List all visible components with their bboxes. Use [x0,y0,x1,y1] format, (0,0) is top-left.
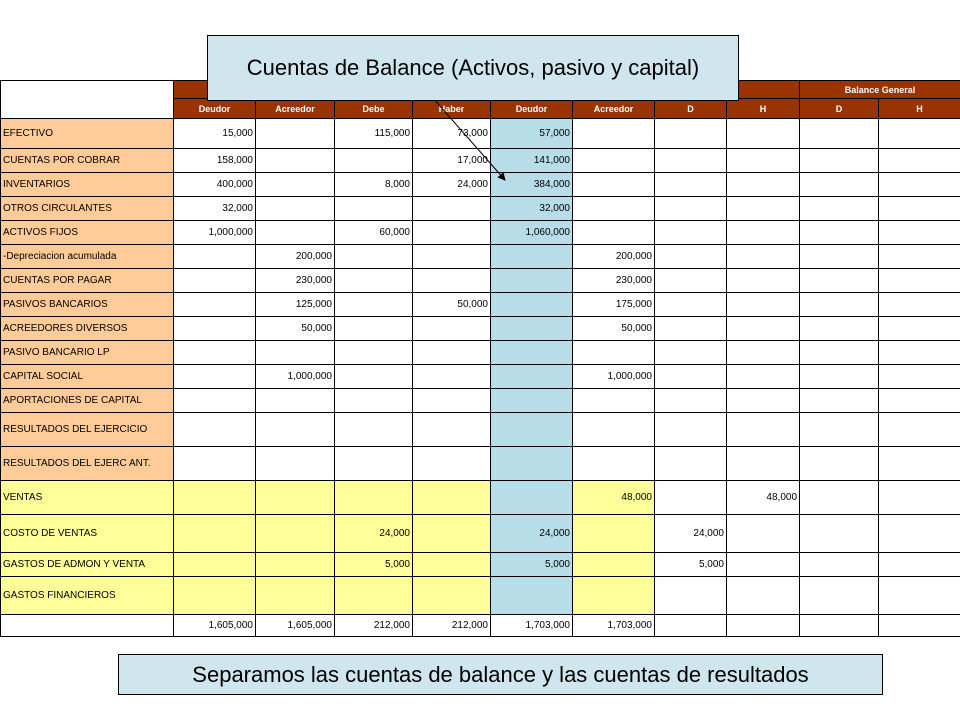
amount-cell: 8,000 [335,173,413,197]
amount-cell: 48,000 [727,481,800,515]
amount-cell: 175,000 [573,293,655,317]
amount-cell: 400,000 [174,173,256,197]
amount-cell: 1,000,000 [573,365,655,389]
amount-cell: 1,000,000 [256,365,335,389]
amount-cell: 24,000 [491,515,573,553]
account-name: INVENTARIOS [1,173,174,197]
amount-cell: 5,000 [655,553,727,577]
column-header: H [879,99,960,119]
total-cell: 1,605,000 [256,615,335,637]
account-name: APORTACIONES DE CAPITAL [1,389,174,413]
amount-cell: 24,000 [655,515,727,553]
total-cell: 212,000 [413,615,491,637]
amount-cell: 15,000 [174,119,256,149]
total-cell: 1,703,000 [573,615,655,637]
amount-cell: 32,000 [174,197,256,221]
account-name: GASTOS FINANCIEROS [1,577,174,615]
amount-cell: 115,000 [335,119,413,149]
amount-cell: 57,000 [491,119,573,149]
amount-cell: 200,000 [573,245,655,269]
account-name: VENTAS [1,481,174,515]
account-name: PASIVO BANCARIO LP [1,341,174,365]
column-header: Acreedor [573,99,655,119]
account-name: -Depreciacion acumulada [1,245,174,269]
account-name: ACTIVOS FIJOS [1,221,174,245]
amount-cell: 141,000 [491,149,573,173]
account-name: RESULTADOS DEL EJERCICIO [1,413,174,447]
account-name: ACREEDORES DIVERSOS [1,317,174,341]
total-cell: 1,605,000 [174,615,256,637]
column-header: Deudor [174,99,256,119]
column-header: Haber [413,99,491,119]
amount-cell: 1,000,000 [174,221,256,245]
amount-cell: 384,000 [491,173,573,197]
amount-cell: 50,000 [256,317,335,341]
column-header: Acreedor [256,99,335,119]
amount-cell: 5,000 [491,553,573,577]
amount-cell: 17,000 [413,149,491,173]
amount-cell: 230,000 [573,269,655,293]
amount-cell: 24,000 [413,173,491,197]
total-cell: 212,000 [335,615,413,637]
arrow-to-accounts [432,97,505,180]
account-name: GASTOS DE ADMON Y VENTA [1,553,174,577]
column-header: D [800,99,879,119]
amount-cell: 24,000 [335,515,413,553]
total-cell: 1,703,000 [491,615,573,637]
account-name: CUENTAS POR COBRAR [1,149,174,173]
account-name: CAPITAL SOCIAL [1,365,174,389]
amount-cell: 158,000 [174,149,256,173]
amount-cell: 73,000 [413,119,491,149]
column-header: D [655,99,727,119]
account-name: CUENTAS POR PAGAR [1,269,174,293]
amount-cell: 200,000 [256,245,335,269]
amount-cell: 50,000 [573,317,655,341]
amount-cell: 50,000 [413,293,491,317]
amount-cell: 1,060,000 [491,221,573,245]
account-name: RESULTADOS DEL EJERC ANT. [1,447,174,481]
account-name: EFECTIVO [1,119,174,149]
account-name: OTROS CIRCULANTES [1,197,174,221]
amount-cell: 125,000 [256,293,335,317]
callout-separation-note: Separamos las cuentas de balance y las cuentas de resultados [118,654,883,695]
column-header: H [727,99,800,119]
amount-cell: 32,000 [491,197,573,221]
column-header: Debe [335,99,413,119]
callout-balance-accounts: Cuentas de Balance (Activos, pasivo y capital) [207,35,739,101]
account-name: COSTO DE VENTAS [1,515,174,553]
amount-cell: 48,000 [573,481,655,515]
amount-cell: 60,000 [335,221,413,245]
column-header: Deudor [491,99,573,119]
account-name: PASIVOS BANCARIOS [1,293,174,317]
amount-cell: 5,000 [335,553,413,577]
amount-cell: 230,000 [256,269,335,293]
group-header-balance: Balance General [800,81,960,99]
